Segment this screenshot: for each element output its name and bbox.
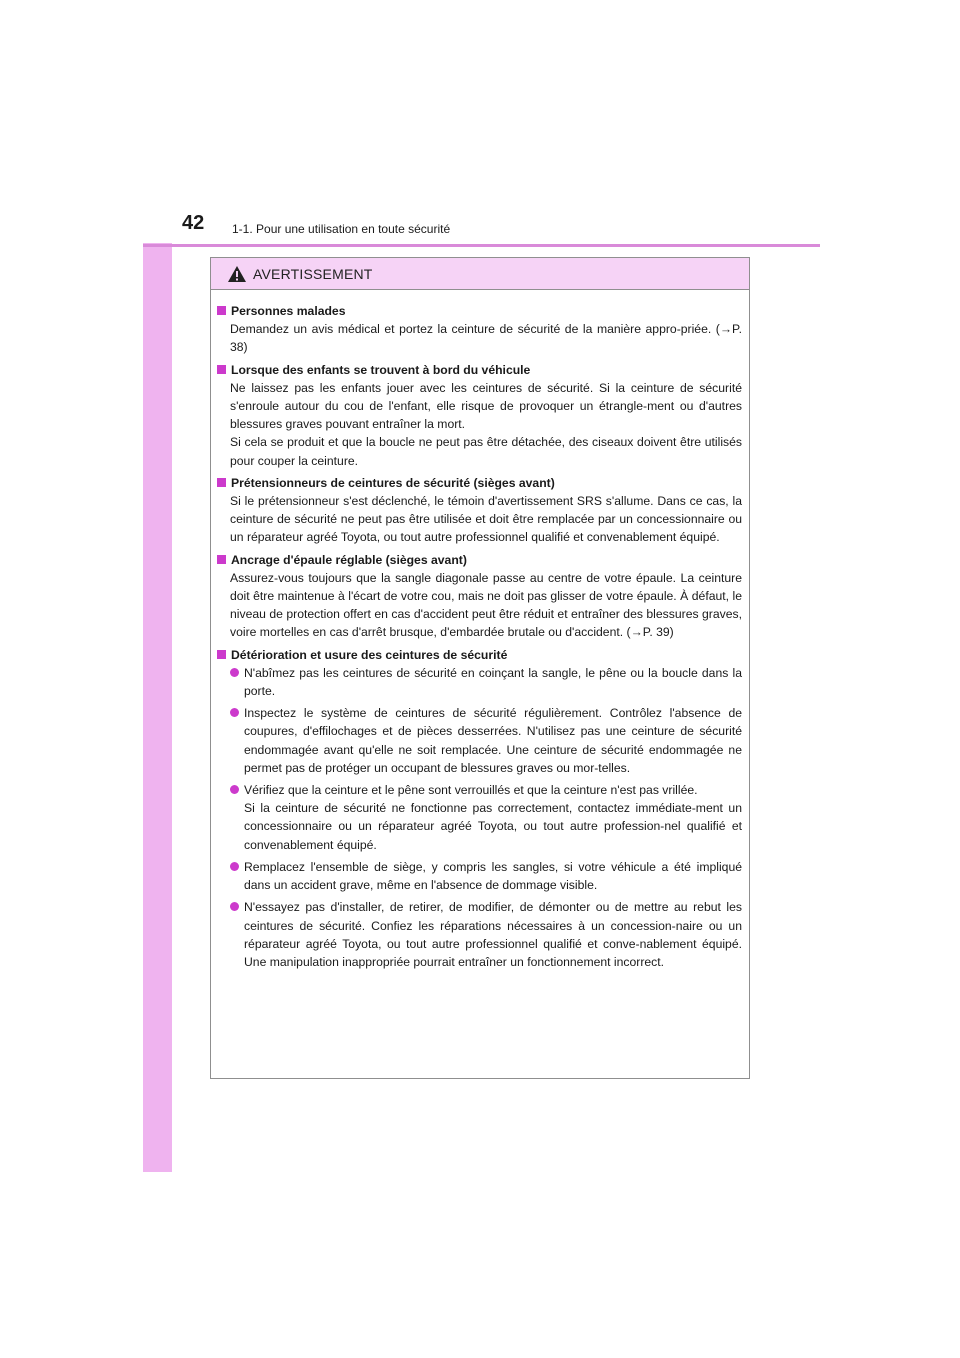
bullet-item: [217, 664, 742, 700]
bullet-line: N'abîmez pas les ceintures de sécurité en coinçant la sangle, le pêne ou la boucle dans la porte.: [244, 665, 742, 699]
warning-section: [217, 646, 742, 971]
section-heading-text: Personnes malades: [231, 304, 346, 318]
section-paragraph: Ne laissez pas les enfants jouer avec les ceintures de sécurité. Si la ceinture de sécurité s'enroule autour du cou de l'enfant, elle risque de provoquer un étrangle-ment ou d'autres blessures graves pouvant entraîner la mort.: [230, 380, 742, 432]
square-bullet-icon: [217, 306, 226, 315]
bullet-text: [244, 858, 742, 894]
bullet-text: [244, 704, 742, 777]
bullet-item: [217, 858, 742, 894]
section-heading-text: Prétensionneurs de ceintures de sécurité (sièges avant): [231, 475, 555, 490]
bullet-item: [217, 704, 742, 777]
section-title: 1-1. Pour une utilisation en toute sécurité: [232, 222, 451, 236]
section-heading: [217, 551, 742, 569]
section-heading: [217, 302, 742, 320]
page-number: 42: [182, 212, 205, 234]
round-bullet-icon: [230, 902, 239, 911]
bullet-line: Remplacez l'ensemble de siège, y compris les sangles, si votre véhicule a été impliqué dans un accident grave, même en l'absence de dommage visible.: [244, 859, 742, 893]
section-paragraph: Si le prétensionneur s'est déclenché, le témoin d'avertissement SRS s'allume. Dans ce cas, la ceinture de sécurité ne peut pas être utilisée et doit être remplacée par un concessionnaire ou un réparateur agréé Toyota, ou tout autre professionnel qualifié et convenablement équipé.: [230, 494, 742, 545]
round-bullet-icon: [230, 785, 239, 794]
section-heading-text: Détérioration et usure des ceintures de sécurité: [231, 647, 508, 662]
warning-title: AVERTISSEMENT: [253, 265, 373, 282]
round-bullet-icon: [230, 668, 239, 677]
header-divider: [143, 244, 820, 247]
round-bullet-icon: [230, 708, 239, 717]
square-bullet-icon: [217, 365, 226, 374]
warning-header: [211, 258, 749, 290]
warning-section: [217, 551, 742, 642]
section-heading-text: Lorsque des enfants se trouvent à bord du véhicule: [231, 362, 531, 377]
section-heading: [217, 646, 742, 664]
square-bullet-icon: [217, 555, 226, 564]
section-heading: [217, 474, 742, 492]
section-heading-text: Ancrage d'épaule réglable (sièges avant): [231, 552, 467, 567]
section-paragraph: Si cela se produit et que la boucle ne peut pas être détachée, des ciseaux doivent être utilisés pour couper la ceinture.: [230, 435, 742, 468]
warning-section: [217, 302, 742, 357]
bullet-line: Inspectez le système de ceintures de sécurité régulièrement. Contrôlez l'absence de coupures, d'effilochages et de pièces desserrées. N'utilisez pas une ceinture de sécurité endommagée avant qu'elle ne soit remplacée. Une ceinture de sécurité endommagée ne permet pas de protéger un occupant de blessures graves ou mor-telles.: [244, 706, 742, 775]
warning-section: [217, 474, 742, 547]
bullet-text: [244, 898, 742, 971]
warning-section: [217, 361, 742, 470]
bullet-item: [217, 898, 742, 971]
warning-box: [210, 257, 750, 1079]
section-paragraph: Assurez-vous toujours que la sangle diagonale passe au centre de votre épaule. La ceinture doit être maintenue à l'écart de votre cou, mais ne doit pas glisser de votre épaule. À défaut, le niveau de protection offert en cas d'accident peut être réduit et entraîner des blessures graves, voire mortelles en cas d'arrêt brusque, d'embardée brutale ou d'accident. (→P. 39): [230, 570, 742, 640]
warning-body: [211, 290, 749, 971]
section-heading: [217, 361, 742, 379]
bullet-line: N'essayez pas d'installer, de retirer, de modifier, de démonter ou de mettre au rebut les ceintures de sécurité. Confiez les réparations nécessaires à un concession-naire ou un réparateur agréé Toyota, ou tout autre professionnel qualifié et conve-nablement équipé. Une manipulation inappropriée pourrait entraîner un fonctionnement incorrect.: [244, 900, 742, 969]
bullet-item: [217, 781, 742, 854]
square-bullet-icon: [217, 650, 226, 659]
warning-triangle-icon: [227, 265, 247, 283]
section-paragraph: Demandez un avis médical et portez la ceinture de sécurité de la manière appro-priée. (→P. 38): [230, 322, 742, 355]
bullet-text: [244, 781, 742, 854]
side-color-band: [143, 195, 172, 1172]
square-bullet-icon: [217, 478, 226, 487]
bullet-line: Si la ceinture de sécurité ne fonctionne pas correctement, contactez immédiate-ment un concessionnaire ou un réparateur agréé Toyota, ou tout autre profession-nel qualifié et convenablement équipé.: [244, 801, 742, 852]
round-bullet-icon: [230, 862, 239, 871]
bullet-text: [244, 664, 742, 700]
bullet-line: Vérifiez que la ceinture et le pêne sont verrouillés et que la ceinture n'est pas vrillée.: [244, 783, 698, 798]
